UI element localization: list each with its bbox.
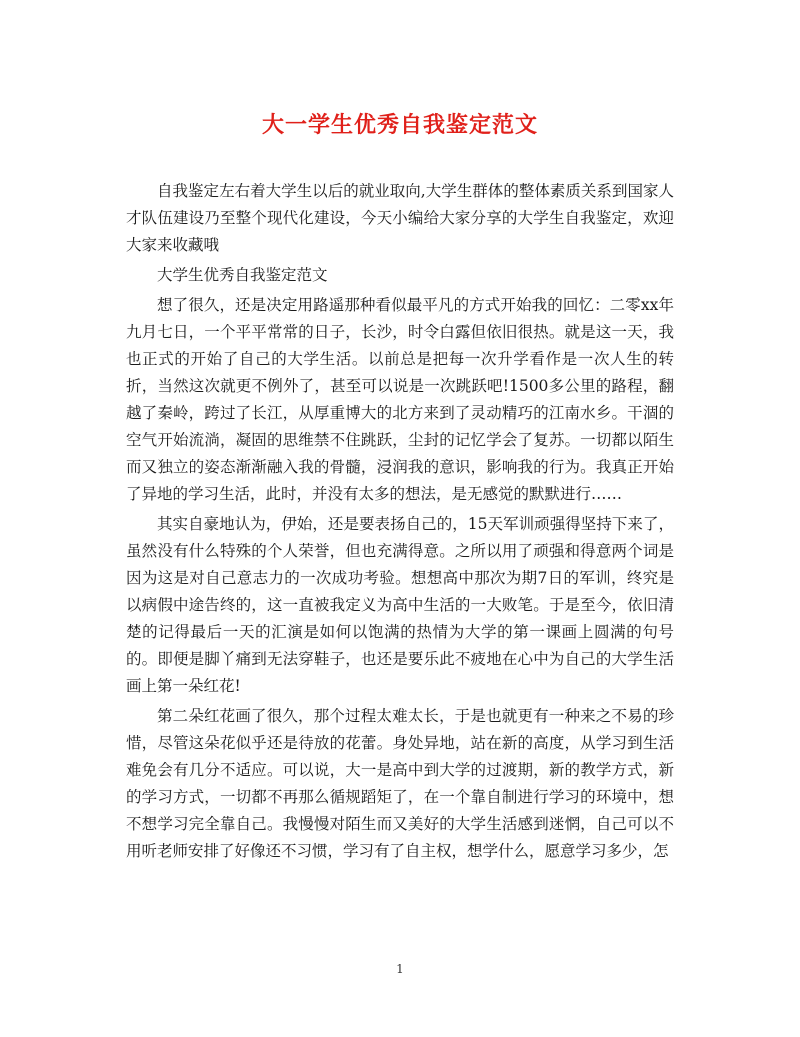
document-body: [126, 178, 674, 868]
intro-paragraph: 自我鉴定左右着大学生以后的就业取向,大学生群体的整体素质关系到国家人才队伍建设乃至整个现代化建设，今天小编给大家分享的大学生自我鉴定，欢迎大家来收藏哦: [126, 182, 674, 254]
body-paragraph-3: 第二朵红花画了很久，那个过程太难太长，于是也就更有一种来之不易的珍惜，尽管这朵花似乎还是待放的花蕾。身处异地，站在新的高度，从学习到生活难免会有几分不适应。可以说，大一是高中到大学的过渡期，新的教学方式，新的学习方式，一切都不再那么循规蹈矩了，在一个靠自制进行学习的环境中，想不想学习完全靠自己。我慢慢对陌生而又美好的大学生活感到迷惘，自己可以不用听老师安排了好像还不习惯，学习有了自主权，想学什么，愿意学习多少，怎: [126, 707, 674, 860]
section-heading: 大学生优秀自我鉴定范文: [157, 266, 328, 284]
page-number: 1: [396, 962, 404, 976]
body-paragraph-1: 想了很久，还是决定用路遥那种看似最平凡的方式开始我的回忆：二零xx年九月七日，一个平平常常的日子，长沙，时令白露但依旧很热。就是这一天，我也正式的开始了自己的大学生活。以前总是把每一次升学看作是一次人生的转折，当然这次就更不例外了，甚至可以说是一次跳跃吧!1500多公里的路程，翻越了秦岭，跨过了长江，从厚重博大的北方来到了灵动精巧的江南水乡。干涸的空气开始流淌，凝固的思维禁不住跳跃，尘封的记忆学会了复苏。一切都以陌生而又独立的姿态渐渐融入我的骨髓，浸润我的意识，影响我的行为。我真正开始了异地的学习生活，此时，并没有太多的想法，是无感觉的默默进行……: [126, 296, 674, 503]
body-paragraph-2: 其实自豪地认为，伊始，还是要表扬自己的，15天军训顽强得坚持下来了，虽然没有什么特殊的个人荣誉，但也充满得意。之所以用了顽强和得意两个词是因为这是对自己意志力的一次成功考验。想想高中那次为期7日的军训，终究是以病假中途告终的，这一直被我定义为高中生活的一大败笔。于是至今，依旧清楚的记得最后一天的汇演是如何以饱满的热情为大学的第一课画上圆满的句号的。即便是脚丫痛到无法穿鞋子，也还是要乐此不疲地在心中为自己的大学生活画上第一朵红花!: [126, 515, 674, 695]
page-title: 大一学生优秀自我鉴定范文: [261, 112, 538, 138]
